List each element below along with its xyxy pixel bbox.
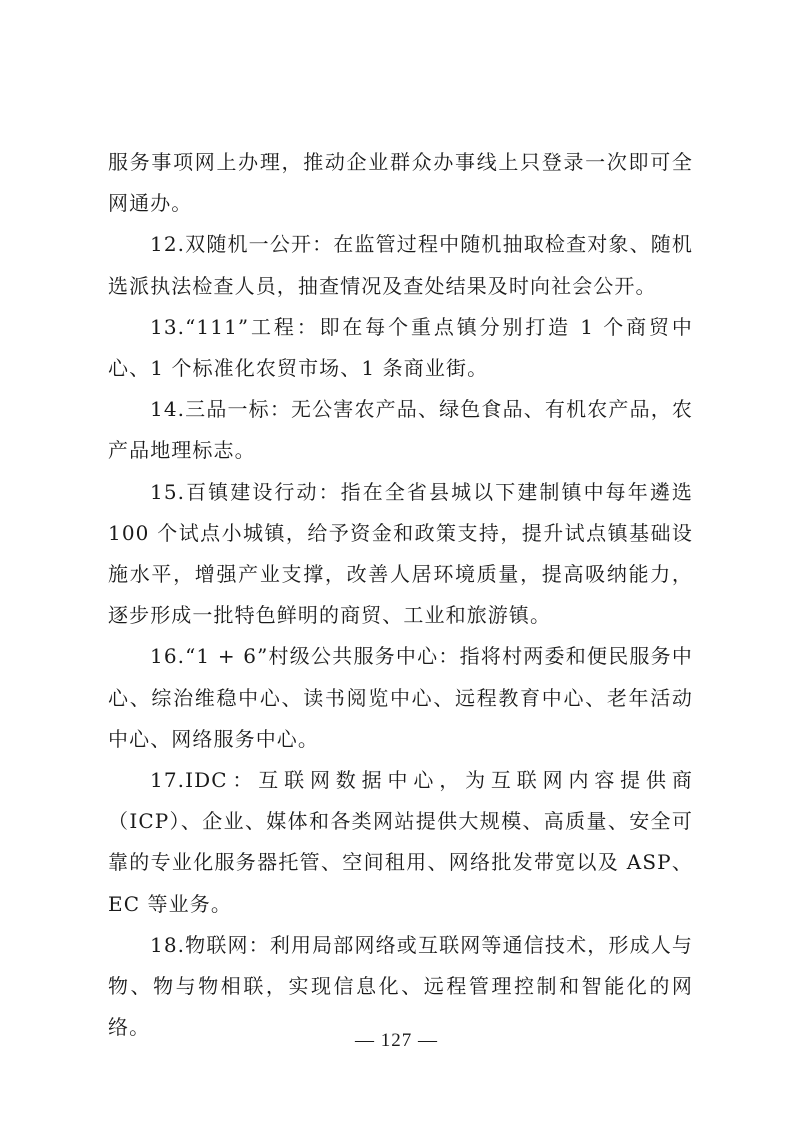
paragraph-item-18: 18.物联网：利用局部网络或互联网等通信技术，形成人与物、物与物相联，实现信息化、远程管理控制和智能化的网络。 xyxy=(108,932,693,1040)
paragraph-item-16: 16.“1 + 6”村级公共服务中心：指将村两委和便民服务中心、综治维稳中心、读书阅览中心、远程教育中心、老年活动中心、网络服务中心。 xyxy=(108,644,693,751)
page-number: — 127 — xyxy=(355,1030,438,1051)
paragraph-continuation: 服务事项网上办理，推动企业群众办事线上只登录一次即可全网通办。 xyxy=(108,150,693,216)
paragraph-item-14: 14.三品一标：无公害农产品、绿色食品、有机农产品，农产品地理标志。 xyxy=(108,397,693,463)
paragraph-item-17: 17.IDC：互联网数据中心，为互联网内容提供商（ICP）、企业、媒体和各类网站提供大规模、高质量、安全可靠的专业化服务器托管、空间租用、网络批发带宽以及 ASP、EC 等业务。 xyxy=(108,768,693,916)
paragraph-item-12: 12.双随机一公开：在监管过程中随机抽取检查对象、随机选派执法检查人员，抽查情况及查处结果及时向社会公开。 xyxy=(108,232,693,298)
document-body xyxy=(108,142,693,1048)
paragraph-item-13: 13.“111”工程：即在每个重点镇分别打造 1 个商贸中心、1 个标准化农贸市场、1 条商业街。 xyxy=(108,314,693,381)
paragraph-item-15: 15.百镇建设行动：指在全省县城以下建制镇中每年遴选 100 个试点小城镇，给予资金和政策支持，提升试点镇基础设施水平，增强产业支撑，改善人居环境质量，提高吸纳能力，逐步形成一批特色鲜明的商贸、工业和旅游镇。 xyxy=(108,479,693,628)
